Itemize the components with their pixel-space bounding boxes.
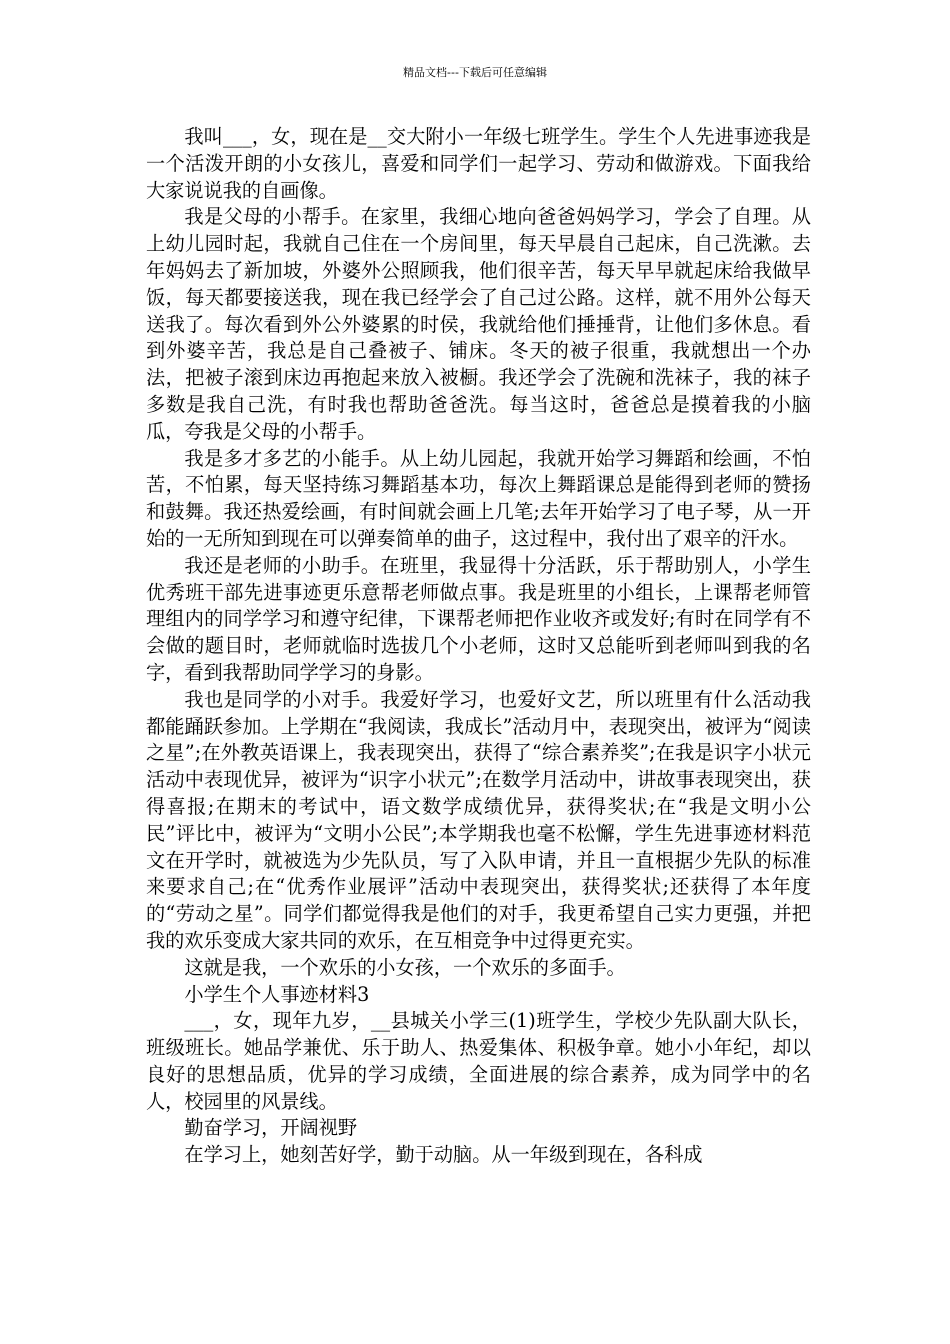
paragraph-summary: 这就是我，一个欢乐的小女孩，一个欢乐的多面手。 — [184, 955, 626, 979]
paragraph-profile: ___，女，现年九岁，__县城关小学三(1)班学生，学校少先队副大队长，班级班长。她品学兼优、乐于助人、热爱集体、积极争章。她小小年纪，却以良好的思想品质，优异的学习成绩，全面进展的综合素养，成为同学中的名人，校园里的风景线。 — [146, 1009, 811, 1113]
paragraph-intro: 我叫___，女，现在是__交大附小一年级七班学生。学生个人先进事迹我是一个活泼开朗的小女孩儿，喜爱和同学们一起学习、劳动和做游戏。下面我给大家说说我的自画像。 — [146, 125, 811, 202]
paragraph-talents: 我是多才多艺的小能手。从上幼儿园起，我就开始学习舞蹈和绘画，不怕苦，不怕累，每天坚持练习舞蹈基本功，每次上舞蹈课总是能得到老师的赞扬和鼓舞。我还热爱绘画，有时间就会画上几笔;去年开始学习了电子琴，从一开始的一无所知到现在可以弹奏简单的曲子，这过程中，我付出了艰辛的汗水。 — [146, 446, 811, 550]
page-header: 精品文档---下载后可任意编辑 — [403, 66, 547, 79]
paragraph-study: 在学习上，她刻苦好学，勤于动脑。从一年级到现在，各科成 — [184, 1143, 703, 1167]
document-body — [146, 124, 811, 1169]
paragraph-teacher-assistant: 我还是老师的小助手。在班里，我显得十分活跃，乐于帮助别人，小学生优秀班干部先进事迹更乐意帮老师做点事。我是班里的小组长，上课帮老师管理组内的同学学习和遵守纪律，下课帮老师把作业收齐或发好;有时在同学有不会做的题目时，老师就临时选拔几个小老师，这时又总能听到老师叫到我的名字，看到我帮助同学学习的身影。 — [146, 553, 811, 684]
subsection-title: 勤奋学习，开阔视野 — [184, 1116, 358, 1140]
section-title: 小学生个人事迹材料3 — [184, 982, 370, 1006]
paragraph-parents-helper: 我是父母的小帮手。在家里，我细心地向爸爸妈妈学习，学会了自理。从上幼儿园时起，我就自己住在一个房间里，每天早晨自己起床，自己洗漱。去年妈妈去了新加坡，外婆外公照顾我，他们很辛苦，每天早早就起床给我做早饭，每天都要接送我，现在我已经学会了自己过公路。这样，就不用外公每天送我了。每次看到外公外婆累的时侯，我就给他们捶捶背，让他们多休息。看到外婆辛苦，我总是自己叠被子、铺床。冬天的被子很重，我就想出一个办法，把被子滚到床边再抱起来放入被橱。我还学会了洗碗和洗袜子，我的袜子多数是我自己洗，有时我也帮助爸爸洗。每当这时，爸爸总是摸着我的小脑瓜，夸我是父母的小帮手。 — [146, 205, 811, 443]
paragraph-classmate-rival: 我也是同学的小对手。我爱好学习，也爱好文艺，所以班里有什么活动我都能踊跃参加。上学期在“我阅读，我成长”活动月中，表现突出，被评为“阅读之星”;在外教英语课上，我表现突出，获得了“综合素养奖”;在我是识字小状元活动中表现优异，被评为“识字小状元”;在数学月活动中，讲故事表现突出，获得喜报;在期末的考试中，语文数学成绩优异，获得奖状;在“我是文明小公民”评比中，被评为“文明小公民”;本学期我也毫不松懈，学生先进事迹材料范文在开学时，就被选为少先队员，写了入队申请，并且一直根据少先队的标准来要求自己;在“优秀作业展评”活动中表现突出，获得奖状;还获得了本年度的“劳动之星”。同学们都觉得我是他们的对手，我更希望自己实力更强，并把我的欢乐变成大家共同的欢乐，在互相竞争中过得更充实。 — [146, 687, 811, 952]
